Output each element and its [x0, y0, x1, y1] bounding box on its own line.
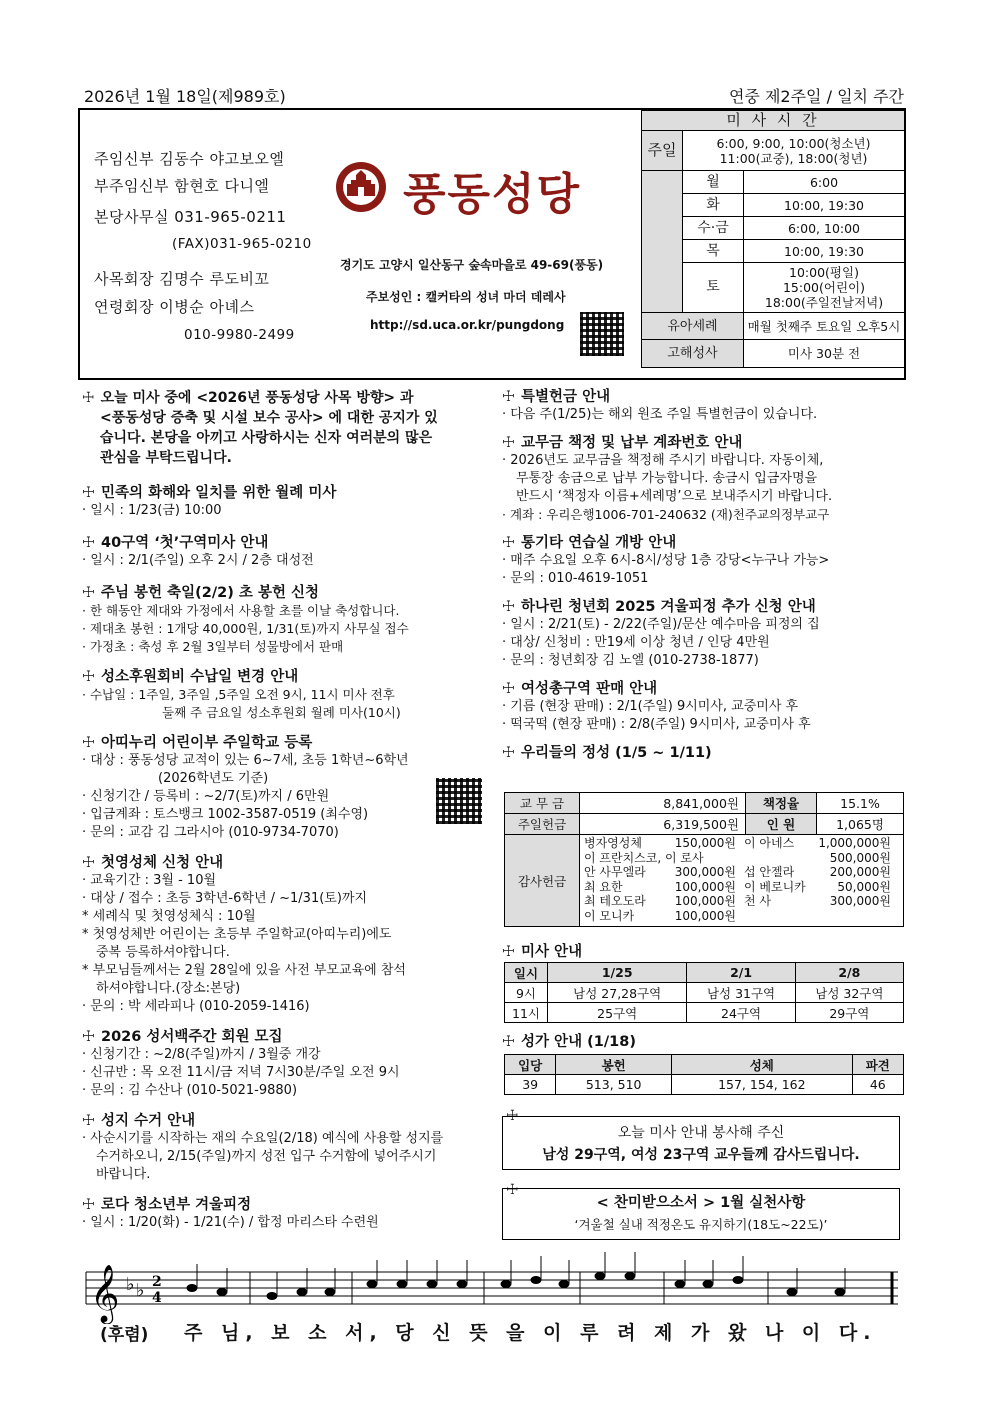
thanks-amount: 300,000원	[674, 865, 736, 879]
cross-icon: ☩	[82, 1197, 95, 1213]
sunday-offering-value: 6,319,500원	[580, 814, 746, 835]
thanks-entry	[744, 865, 899, 880]
main-notice	[82, 388, 492, 468]
refrain-lyrics: 주 님, 보 소 서, 당 신 뜻 을 이 루 려 제 가 왔 나 이 다.	[184, 1322, 877, 1344]
offering-table	[504, 792, 904, 927]
note-head	[625, 1272, 636, 1280]
staff-assistant: 부주임신부 함현호 다니엘	[94, 177, 270, 195]
section-line: (2026학년도 기준)	[158, 771, 269, 786]
hymn-value: 39	[505, 1075, 556, 1095]
section-line: 하셔야합니다.(장소:본당)	[96, 981, 241, 996]
section-line: · 문의 : 박 세라피나 (010-2059-1416)	[82, 999, 310, 1014]
people-value: 1,065명	[817, 814, 904, 835]
cross-icon: ☩	[82, 855, 95, 871]
weekday-time: 10:00, 19:30	[744, 240, 905, 263]
staff-office: 본당사무실 031-965-0211	[94, 208, 287, 226]
section-line: · 일시 : 2/1(주일) 오후 2시 / 2층 대성전	[82, 553, 314, 568]
weekday-time: 10:00, 19:30	[744, 194, 905, 217]
mass-guide-cell: 11시	[505, 1003, 548, 1023]
dues-label: 교 무 금	[505, 793, 580, 814]
section-line: · 2026년도 교무금을 책정해 주시기 바랍니다. 자동이체,	[502, 453, 824, 468]
mass-guide-cell: 24구역	[687, 1003, 795, 1023]
saturday-time-3: 18:00(주일전날저녁)	[764, 295, 884, 310]
section-title: ☩ 민족의 화해와 일치를 위한 월례 미사	[82, 485, 337, 501]
notice-line: 오늘 미사 중에 <2026년 풍동성당 사목 방향> 과	[100, 390, 414, 406]
section-title: ☩ 여성총구역 판매 안내	[502, 681, 658, 697]
mass-times-table	[641, 110, 905, 368]
thanks-entry	[744, 836, 899, 851]
cross-icon: ☩	[502, 535, 515, 551]
section-line: 수거하오니, 2/15(주일)까지 성전 입구 수거함에 넣어주시기	[96, 1149, 437, 1164]
mass-guide-head: 일시	[505, 963, 548, 983]
section-line: · 기름 (현장 판매) : 2/1(주일) 9시미사, 교중미사 후	[502, 699, 799, 714]
section-line: * 첫영성체반 어린이는 초등부 주일학교(아띠누리)에도	[82, 927, 392, 942]
hymn-head: 성체	[672, 1055, 853, 1075]
thanks-donor: 천 사	[744, 894, 771, 908]
section-line: · 입금계좌 : 토스뱅크 1002-3587-0519 (최수영)	[82, 807, 369, 822]
hymn-head: 파견	[852, 1055, 903, 1075]
thanks-box-line-1: 오늘 미사 안내 봉사해 주신	[617, 1125, 785, 1141]
staff-association: 연령회장 이병순 아녜스	[94, 298, 255, 316]
parish-patron: 주보성인 : 캘커타의 성녀 마더 데레사	[366, 290, 566, 304]
hymn-head: 봉헌	[556, 1055, 672, 1075]
section-line: · 다음 주(1/25)는 해외 원조 주일 특별헌금이 있습니다.	[502, 407, 818, 422]
section-line: * 부모님들께서는 2월 28일에 있을 사전 부모교육에 참석	[82, 963, 406, 978]
flat-icon: ♭	[126, 1274, 135, 1295]
cross-icon: ☩	[502, 681, 515, 697]
section-title: ☩ 우리들의 정성 (1/5 ~ 1/11)	[502, 745, 712, 761]
rate-label: 책정율	[746, 793, 817, 814]
section-line: · 문의 : 김 수산나 (010-5021-9880)	[82, 1083, 298, 1098]
section-title: ☩ 하나린 청년회 2025 겨울피정 추가 신청 안내	[502, 599, 816, 615]
section-title: ☩ 성지 수거 안내	[82, 1113, 196, 1129]
section-line: · 가정초 : 축성 후 2월 3일부터 성물방에서 판매	[82, 639, 344, 654]
baptism-label: 유아세례	[642, 313, 744, 340]
section-line: · 대상 / 접수 : 초등 3학년-6학년 / ~1/31(토)까지	[82, 891, 368, 906]
note-head	[367, 1280, 378, 1288]
mass-times-title: 미 사 시 간	[642, 111, 905, 131]
right-column	[502, 388, 906, 762]
mass-guide-head: 2/1	[687, 963, 795, 983]
rate-value: 15.1%	[817, 793, 904, 814]
thanks-amount: 300,000원	[829, 894, 891, 908]
section-line: · 문의 : 청년회장 김 노엘 (010-2738-1877)	[502, 653, 759, 668]
thanks-donor: 섭 안젤라	[744, 865, 795, 879]
weekday-time: 6:00, 10:00	[744, 217, 905, 240]
thanks-right-column	[744, 836, 899, 923]
note-head	[187, 1284, 198, 1292]
thanks-amount: 50,000원	[837, 879, 891, 894]
thanks-offering-label: 감사헌금	[505, 835, 580, 927]
note-head	[217, 1288, 228, 1296]
thanks-donor: 안 사무엘라	[584, 865, 646, 879]
note-head	[267, 1292, 278, 1300]
thanks-entry	[584, 865, 744, 880]
section-line: · 대상/ 신청비 : 만19세 이상 청년 / 인당 4만원	[502, 635, 770, 650]
mass-guide-cell: 29구역	[795, 1003, 903, 1023]
section-line: · 신청기간 : ~2/8(주일)까지 / 3월중 개강	[82, 1047, 321, 1062]
thanks-donor: 이 베로니카	[744, 879, 806, 894]
thanks-donor: 최 요한	[584, 879, 623, 894]
thanks-offering-list	[580, 835, 904, 927]
qr-code-icon[interactable]	[580, 312, 624, 356]
thanks-box-line-2: 남성 29구역, 여성 23구역 교우들께 감사드립니다.	[542, 1147, 860, 1163]
left-sections	[82, 484, 492, 1232]
section-title: ☩ 40구역 ‘첫’구역미사 안내	[82, 535, 269, 551]
section-line: · 일시 : 2/21(토) - 2/22(주일)/문산 예수마음 피정의 집	[502, 617, 820, 632]
music-staff	[80, 1252, 908, 1324]
laudato-text: ‘겨울철 실내 적정온도 유지하기(18도~22도)’	[574, 1217, 828, 1232]
cross-icon: ☩	[502, 599, 515, 615]
section-line: · 사순시기를 시작하는 재의 수요일(2/18) 예식에 사용할 성지를	[82, 1131, 444, 1146]
refrain-label: (후렴)	[100, 1325, 149, 1345]
laudato-box	[502, 1188, 900, 1240]
cross-icon: ☩	[82, 485, 95, 501]
weekday-day: 월	[683, 171, 744, 194]
thanks-amount: 1,000,000원	[818, 836, 891, 850]
thanks-donor: 이 아네스	[744, 836, 795, 850]
thanks-donor: 병자영성체	[584, 836, 642, 850]
mass-guide-cell: 25구역	[548, 1003, 687, 1023]
note-head	[297, 1288, 308, 1296]
saturday-time-2: 15:00(어린이)	[782, 280, 865, 295]
staff-association-phone: 010-9980-2499	[184, 327, 295, 343]
thanks-entry	[584, 894, 744, 909]
section-line: 둘째 주 금요일 성소후원회 월례 미사(10시)	[162, 705, 401, 720]
cross-icon: ☩	[82, 1113, 95, 1129]
liturgical-season: 연중 제2주일 / 일치 주간	[728, 87, 904, 106]
weekday-day: 수·금	[683, 217, 744, 240]
thanks-amount: 200,000원	[829, 865, 891, 879]
hymn-value: 46	[852, 1075, 903, 1095]
time-signature: 4	[152, 1290, 162, 1306]
section-line: · 떡국떡 (현장 판매) : 2/8(주일) 9시미사, 교중미사 후	[502, 717, 811, 732]
staff-president: 사목회장 김명수 루도비꼬	[94, 270, 270, 288]
sunday-times	[683, 131, 905, 171]
section-line: · 일시 : 1/20(화) - 1/21(수) / 합정 마리스타 수련원	[82, 1215, 379, 1230]
note-head	[501, 1280, 512, 1288]
mass-guide-cell: 남성 31구역	[687, 983, 795, 1003]
section-line: 무통장 송금으로 납부 가능합니다. 송금시 입금자명을	[516, 471, 818, 486]
laudato-title: < 찬미받으소서 > 1월 실천사항	[596, 1195, 806, 1211]
thanks-entry	[744, 894, 899, 909]
notice-line: 습니다. 본당을 아끼고 사랑하시는 신자 여러분의 많은	[100, 430, 433, 446]
thanks-left-column	[584, 836, 744, 923]
section-line: · 수납일 : 1주일, 3주일 ,5주일 오전 9시, 11시 미사 전후	[82, 687, 395, 702]
note-head	[675, 1280, 686, 1288]
notes-group	[187, 1252, 846, 1300]
mass-guide-cell: 남성 32구역	[795, 983, 903, 1003]
saturday-times	[744, 263, 905, 313]
section-line: · 교육기간 : 3월 - 10월	[82, 873, 217, 888]
cross-icon: ☩	[502, 389, 515, 405]
thanks-box	[502, 1116, 900, 1170]
thanks-entry	[584, 909, 744, 924]
hymn-table	[504, 1054, 904, 1095]
thanks-amount: 500,000원	[829, 850, 891, 865]
cross-icon: ☩	[82, 669, 95, 685]
note-head	[703, 1280, 714, 1288]
section-line: · 대상 : 풍동성당 교적이 있는 6~7세, 초등 1학년~6학년	[82, 753, 409, 768]
section-line: · 제대초 봉헌 : 1개당 40,000원, 1/31(토)까지 사무실 접수	[82, 621, 409, 636]
parish-logo-icon	[334, 160, 388, 214]
cross-icon: ☩	[82, 735, 95, 751]
thanks-entry	[584, 851, 744, 866]
parish-url[interactable]: http://sd.uca.or.kr/pungdong	[370, 318, 565, 332]
weekday-label	[642, 171, 683, 313]
thanks-amount: 150,000원	[674, 836, 736, 850]
notice-line: <풍동성당 증축 및 시설 보수 공사> 에 대한 공지가 있	[100, 410, 438, 426]
cross-icon: ☩	[506, 1108, 519, 1124]
time-signature: 2	[152, 1274, 162, 1290]
mass-guide-head: 1/25	[548, 963, 687, 983]
mass-guide-head: 2/8	[795, 963, 903, 983]
thanks-amount: 100,000원	[674, 894, 736, 908]
section-title: ☩ 주님 봉헌 축일(2/2) 초 봉헌 신청	[82, 585, 320, 601]
thanks-amount: 100,000원	[674, 908, 736, 923]
cross-icon: ☩	[82, 1029, 95, 1045]
section-title: ☩ 미사 안내	[502, 944, 583, 960]
note-head	[531, 1276, 542, 1284]
section-line: · 매주 수요일 오후 6시-8시/성당 1층 강당<누구나 가능>	[502, 553, 830, 568]
section-line: 중복 등록하셔야합니다.	[96, 945, 230, 960]
section-line: · 신규반 : 목 오전 11시/금 저녁 7시30분/주일 오전 9시	[82, 1065, 400, 1080]
thanks-entry	[744, 851, 899, 866]
note-head	[325, 1288, 336, 1296]
note-head	[457, 1280, 468, 1288]
issue-date: 2026년 1월 18일(제989호)	[84, 87, 286, 106]
registration-qr-icon[interactable]	[436, 778, 482, 824]
section-title: ☩ 성가 안내 (1/18)	[502, 1034, 636, 1050]
confession-time: 미사 30분 전	[744, 340, 905, 368]
sunday-times-2: 11:00(교중), 18:00(청년)	[719, 150, 868, 166]
note-head	[733, 1276, 744, 1284]
thanks-donor: 이 모니카	[584, 908, 635, 923]
thanks-entry	[584, 880, 744, 895]
mass-guide-table	[504, 962, 904, 1023]
note-head	[559, 1280, 570, 1288]
section-line: · 문의 : 교감 김 그라시아 (010-9734-7070)	[82, 825, 339, 840]
section-line: · 문의 : 010-4619-1051	[502, 571, 649, 586]
weekday-day: 목	[683, 240, 744, 263]
sunday-offering-label: 주일헌금	[505, 814, 580, 835]
sunday-times-1: 6:00, 9:00, 10:00(청소년)	[716, 135, 871, 151]
weekday-time: 6:00	[744, 171, 905, 194]
treble-clef-icon: 𝄞	[90, 1264, 120, 1322]
hymn-value: 157, 154, 162	[672, 1075, 853, 1095]
hymn-head: 입당	[505, 1055, 556, 1075]
flat-icon: ♭	[136, 1280, 145, 1301]
section-line: · 신청기간 / 등록비 : ~2/7(토)까지 / 6만원	[82, 789, 330, 804]
thanks-amount: 100,000원	[674, 879, 736, 894]
cross-icon: ☩	[502, 745, 515, 761]
weekday-day: 화	[683, 194, 744, 217]
cross-icon: ☩	[82, 585, 95, 601]
section-title: ☩ 성소후원회비 수납일 변경 안내	[82, 669, 299, 685]
people-label: 인 원	[746, 814, 817, 835]
section-line: 반드시 ‘책정자 이름+세례명’으로 보내주시기 바랍니다.	[516, 489, 833, 504]
parish-name: 풍동성당	[403, 169, 582, 220]
section-title: ☩ 교무금 책정 및 납부 계좌번호 안내	[502, 435, 743, 451]
section-title: ☩ 특별헌금 안내	[502, 389, 611, 405]
staff-pastor: 주임신부 김동수 야고보오엘	[94, 150, 285, 168]
cross-icon: ☩	[82, 535, 95, 551]
note-head	[787, 1288, 798, 1296]
section-line: · 일시 : 1/23(금) 10:00	[82, 503, 222, 518]
note-head	[427, 1280, 438, 1288]
cross-icon: ☩	[502, 1034, 515, 1050]
hymn-value: 513, 510	[556, 1075, 672, 1095]
baptism-time: 매월 첫째주 토요일 오후5시	[744, 313, 905, 340]
dues-value: 8,841,000원	[580, 793, 746, 814]
section-title: ☩ 첫영성체 신청 안내	[82, 855, 224, 871]
cross-icon: ☩	[502, 435, 515, 451]
mass-guide-cell: 남성 27,28구역	[548, 983, 687, 1003]
thanks-entry	[584, 836, 744, 851]
cross-icon: ☩	[506, 1182, 519, 1198]
section-line: 바랍니다.	[96, 1167, 151, 1182]
cross-icon: ☩	[502, 944, 515, 960]
note-head	[397, 1280, 408, 1288]
saturday-time-1: 10:00(평일)	[789, 265, 859, 280]
note-head	[595, 1272, 606, 1280]
parish-address: 경기도 고양시 일산동구 숲속마을로 49-69(풍동)	[340, 258, 604, 272]
thanks-entry	[744, 880, 899, 895]
confession-label: 고해성사	[642, 340, 744, 368]
thanks-donor: 이 프란치스코, 이 로사	[584, 850, 704, 865]
thanks-donor: 최 테오도라	[584, 894, 646, 908]
section-title: ☩ 아띠누리 어린이부 주일학교 등록	[82, 735, 313, 751]
staff-fax: (FAX)031-965-0210	[172, 236, 312, 252]
section-line: · 한 해동안 제대와 가정에서 사용할 초를 이날 축성합니다.	[82, 603, 400, 618]
left-column	[82, 388, 492, 468]
mass-guide-cell: 9시	[505, 983, 548, 1003]
section-line: · 계좌 : 우리은행1006-701-240632 (재)천주교의정부교구	[502, 507, 830, 522]
note-head	[835, 1288, 846, 1296]
sunday-label: 주일	[642, 131, 683, 171]
saturday-day: 토	[683, 263, 744, 313]
section-line: * 세례식 및 첫영성체식 : 10월	[82, 909, 256, 924]
section-title: ☩ 로다 청소년부 겨울피정	[82, 1197, 252, 1213]
notice-line: 관심을 부탁드립니다.	[100, 450, 232, 466]
section-title: ☩ 통기타 연습실 개방 안내	[502, 535, 677, 551]
cross-icon: ☩	[82, 390, 95, 406]
section-title: ☩ 2026 성서백주간 회원 모집	[82, 1029, 283, 1045]
